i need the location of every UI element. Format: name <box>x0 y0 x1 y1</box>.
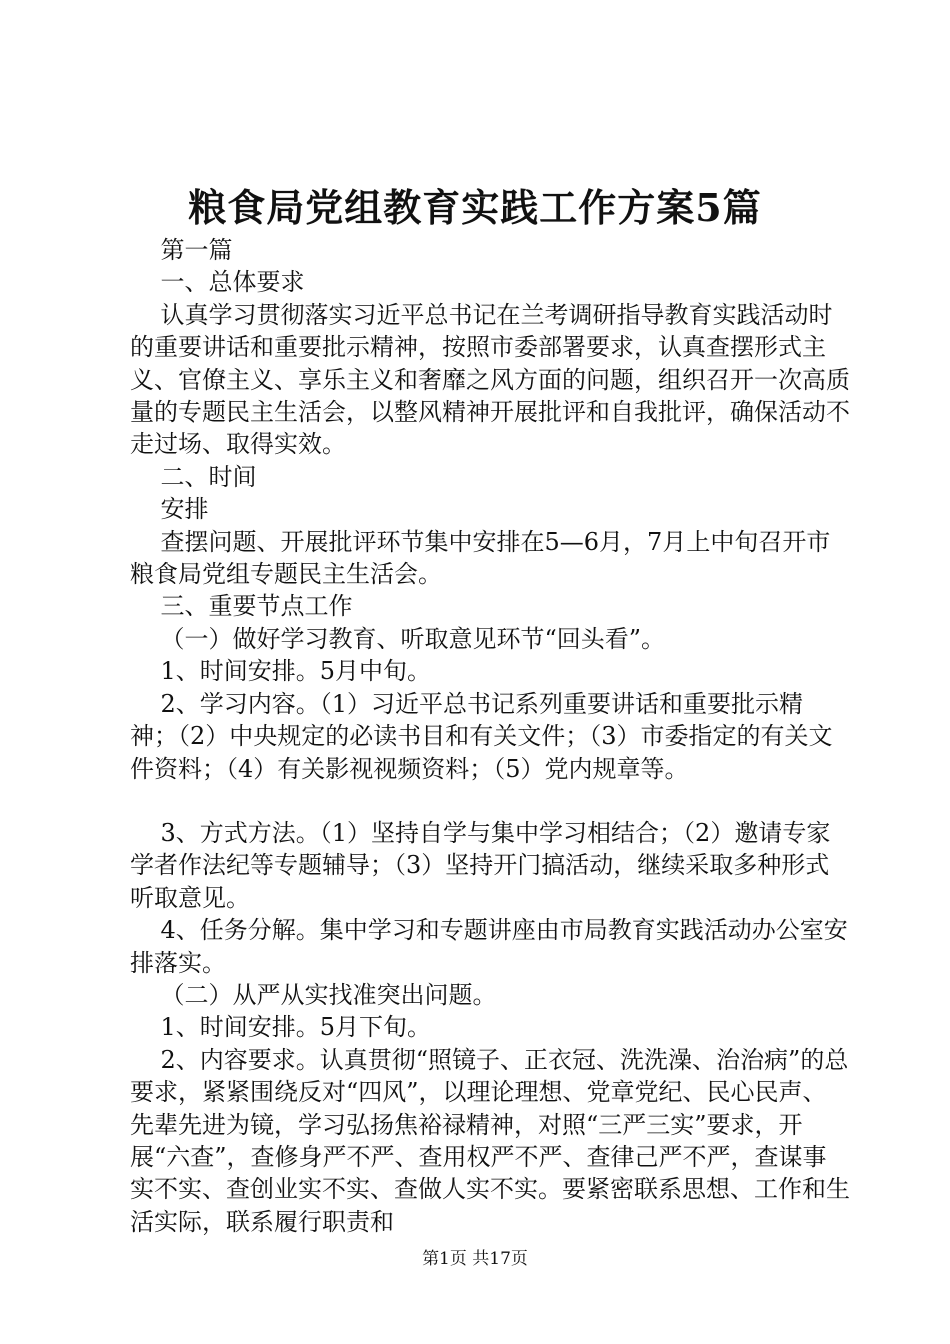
body-paragraph: 2、内容要求。认真贯彻“照镜子、正衣冠、洗洗澡、治治病”的总要求，紧紧围绕反对“四风”，以理论理想、党章党纪、民心民声、先辈先进为镜，学习弘扬焦裕禄精神，对照“三严三实”要求，开展“六查”，查修身严不严、查用权严不严、查律己严不严，查谋事实不实、查创业实不实、查做人实不实。要紧密联系思想、工作和生活实际，联系履行职责和 <box>130 1045 850 1236</box>
body-paragraph: 2、学习内容。（1）习近平总书记系列重要讲话和重要批示精神；（2）中央规定的必读书目和有关文件；（3）市委指定的有关文件资料；（4）有关影视视频资料；（5）党内规章等。 <box>130 689 833 783</box>
body-paragraph: 查摆问题、开展批评环节集中安排在5—6月，7月上中旬召开市粮食局党组专题民主生活会。 <box>130 527 831 589</box>
body-paragraph: 1、时间安排。5月中旬。 <box>130 657 432 686</box>
section-heading: 二、时间 <box>130 462 257 491</box>
document-body <box>130 234 850 1238</box>
body-paragraph: 4、任务分解。集中学习和专题讲座由市局教育实践活动办公室安排落实。 <box>130 916 848 977</box>
paragraph-gap <box>130 785 850 817</box>
section-heading: 一、总体要求 <box>130 268 305 297</box>
body-paragraph: 认真学习贯彻落实习近平总书记在兰考调研指导教育实践活动时的重要讲话和重要批示精神，按照市委部署要求，认真查摆形式主义、官僚主义、享乐主义和奢靡之风方面的问题，组织召开一次高质量的专题民主生活会，以整风精神开展批评和自我批评，确保活动不走过场、取得实效。 <box>130 300 850 459</box>
page-number: 第1页 共17页 <box>422 1249 528 1269</box>
section-heading: 安排 <box>130 495 209 524</box>
section-heading: 第一篇 <box>130 236 233 264</box>
section-heading: 三、重要节点工作 <box>130 592 353 621</box>
subsection-heading: （一）做好学习教育、听取意见环节“回头看”。 <box>130 624 666 653</box>
body-paragraph: 1、时间安排。5月下旬。 <box>130 1013 432 1042</box>
document-title: 粮食局党组教育实践工作方案5篇 <box>188 185 762 230</box>
body-paragraph: 3、方式方法。（1）坚持自学与集中学习相结合；（2）邀请专家学者作法纪等专题辅导；（3）坚持开门搞活动，继续采取多种形式听取意见。 <box>130 818 831 912</box>
subsection-heading: （二）从严从实找准突出问题。 <box>130 980 497 1009</box>
